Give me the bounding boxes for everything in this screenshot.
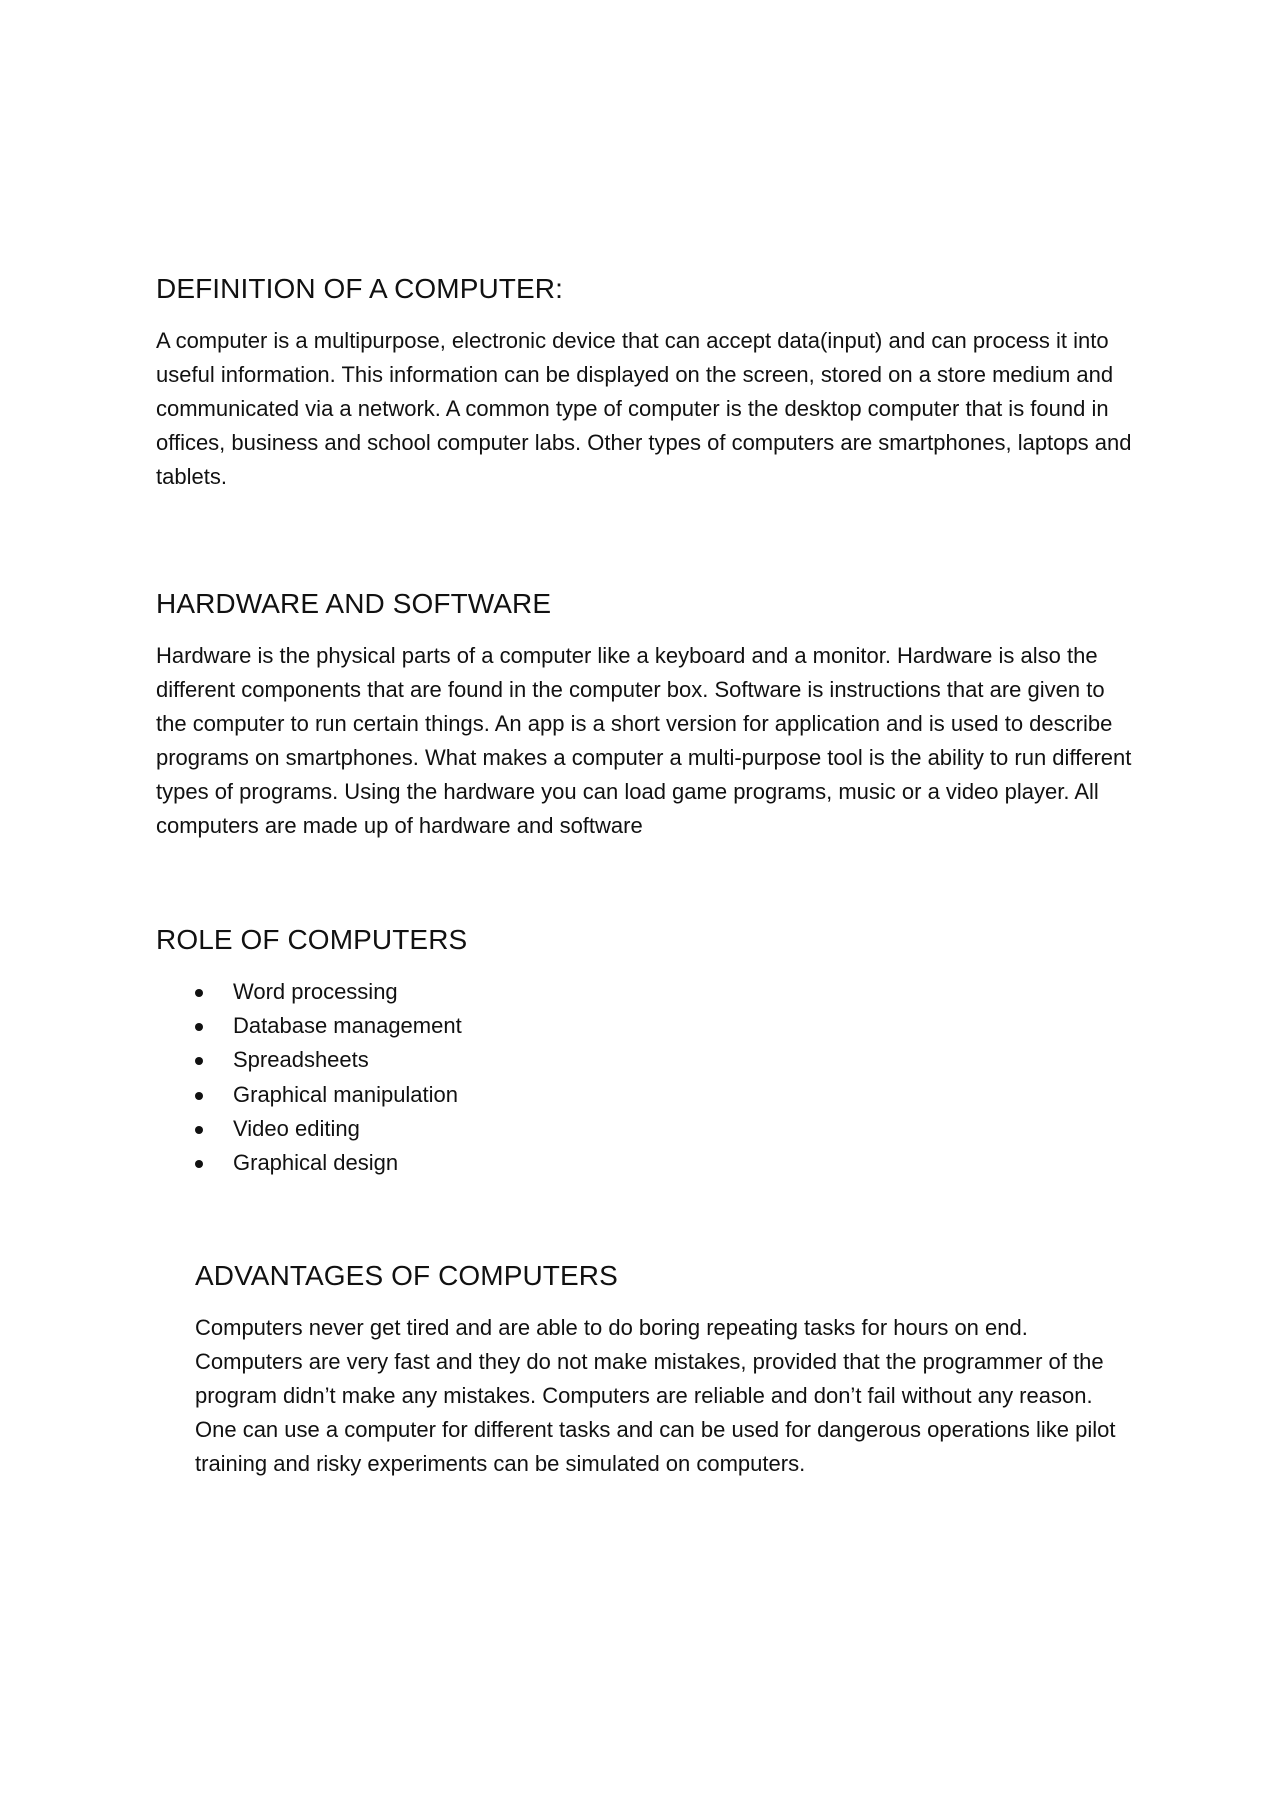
list-item [156, 1112, 1136, 1146]
list-item-text: Database management [233, 1013, 462, 1039]
list-item [156, 975, 1136, 1009]
section-definition [156, 272, 1136, 494]
list-item-text: Graphical manipulation [233, 1081, 459, 1107]
bullet-dot-icon [195, 1092, 203, 1100]
section-body: Computers never get tired and are able to do boring repeating tasks for hours on end. Computers are very fast and they do not make mistakes, provided that the programmer of the program didn’t make any mistakes. Computers are reliable and don’t fail without any reason. One can use a computer for different tasks and can be used for dangerous operations like pilot training and risky experiments can be simulated on computers. [195, 1315, 1116, 1476]
list-item [156, 1146, 1136, 1180]
section-body: Hardware is the physical parts of a computer like a keyboard and a monitor. Hardware is also the different components that are found in the computer box. Software is instructions that are given to the computer to run certain things. An app is a short version for application and is used to describe programs on smartphones. What makes a computer a multi-purpose tool is the ability to run different types of programs. Using the hardware you can load game programs, music or a video player. All computers are made up of hardware and software [156, 643, 1132, 838]
bullet-dot-icon [195, 1023, 203, 1031]
list-item [156, 1078, 1136, 1112]
list-item-text: Video editing [233, 1115, 360, 1141]
section-heading: ROLE OF COMPUTERS [156, 924, 468, 955]
bullet-dot-icon [195, 1126, 203, 1134]
bullet-list [156, 975, 1136, 1180]
section-body: A computer is a multipurpose, electronic device that can accept data(input) and can process it into useful information. This information can be displayed on the screen, stored on a store medium and communicated via a network. A common type of computer is the desktop computer that is found in offices, business and school computer labs. Other types of computers are smartphones, laptops and tablets. [156, 328, 1132, 489]
section-role-of-computers [156, 923, 1136, 1180]
list-item [156, 1043, 1136, 1077]
bullet-dot-icon [195, 1160, 203, 1168]
bullet-dot-icon [195, 1057, 203, 1065]
list-item-text: Graphical design [233, 1150, 399, 1176]
section-heading: DEFINITION OF A COMPUTER: [156, 273, 563, 304]
list-item [156, 1009, 1136, 1043]
section-heading: ADVANTAGES OF COMPUTERS [195, 1260, 618, 1291]
section-hardware-software [156, 587, 1136, 843]
section-advantages [195, 1259, 1135, 1481]
section-heading: HARDWARE AND SOFTWARE [156, 588, 552, 619]
list-item-text: Word processing [233, 979, 398, 1004]
bullet-dot-icon [195, 989, 203, 997]
list-item-text: Spreadsheets [233, 1047, 369, 1073]
